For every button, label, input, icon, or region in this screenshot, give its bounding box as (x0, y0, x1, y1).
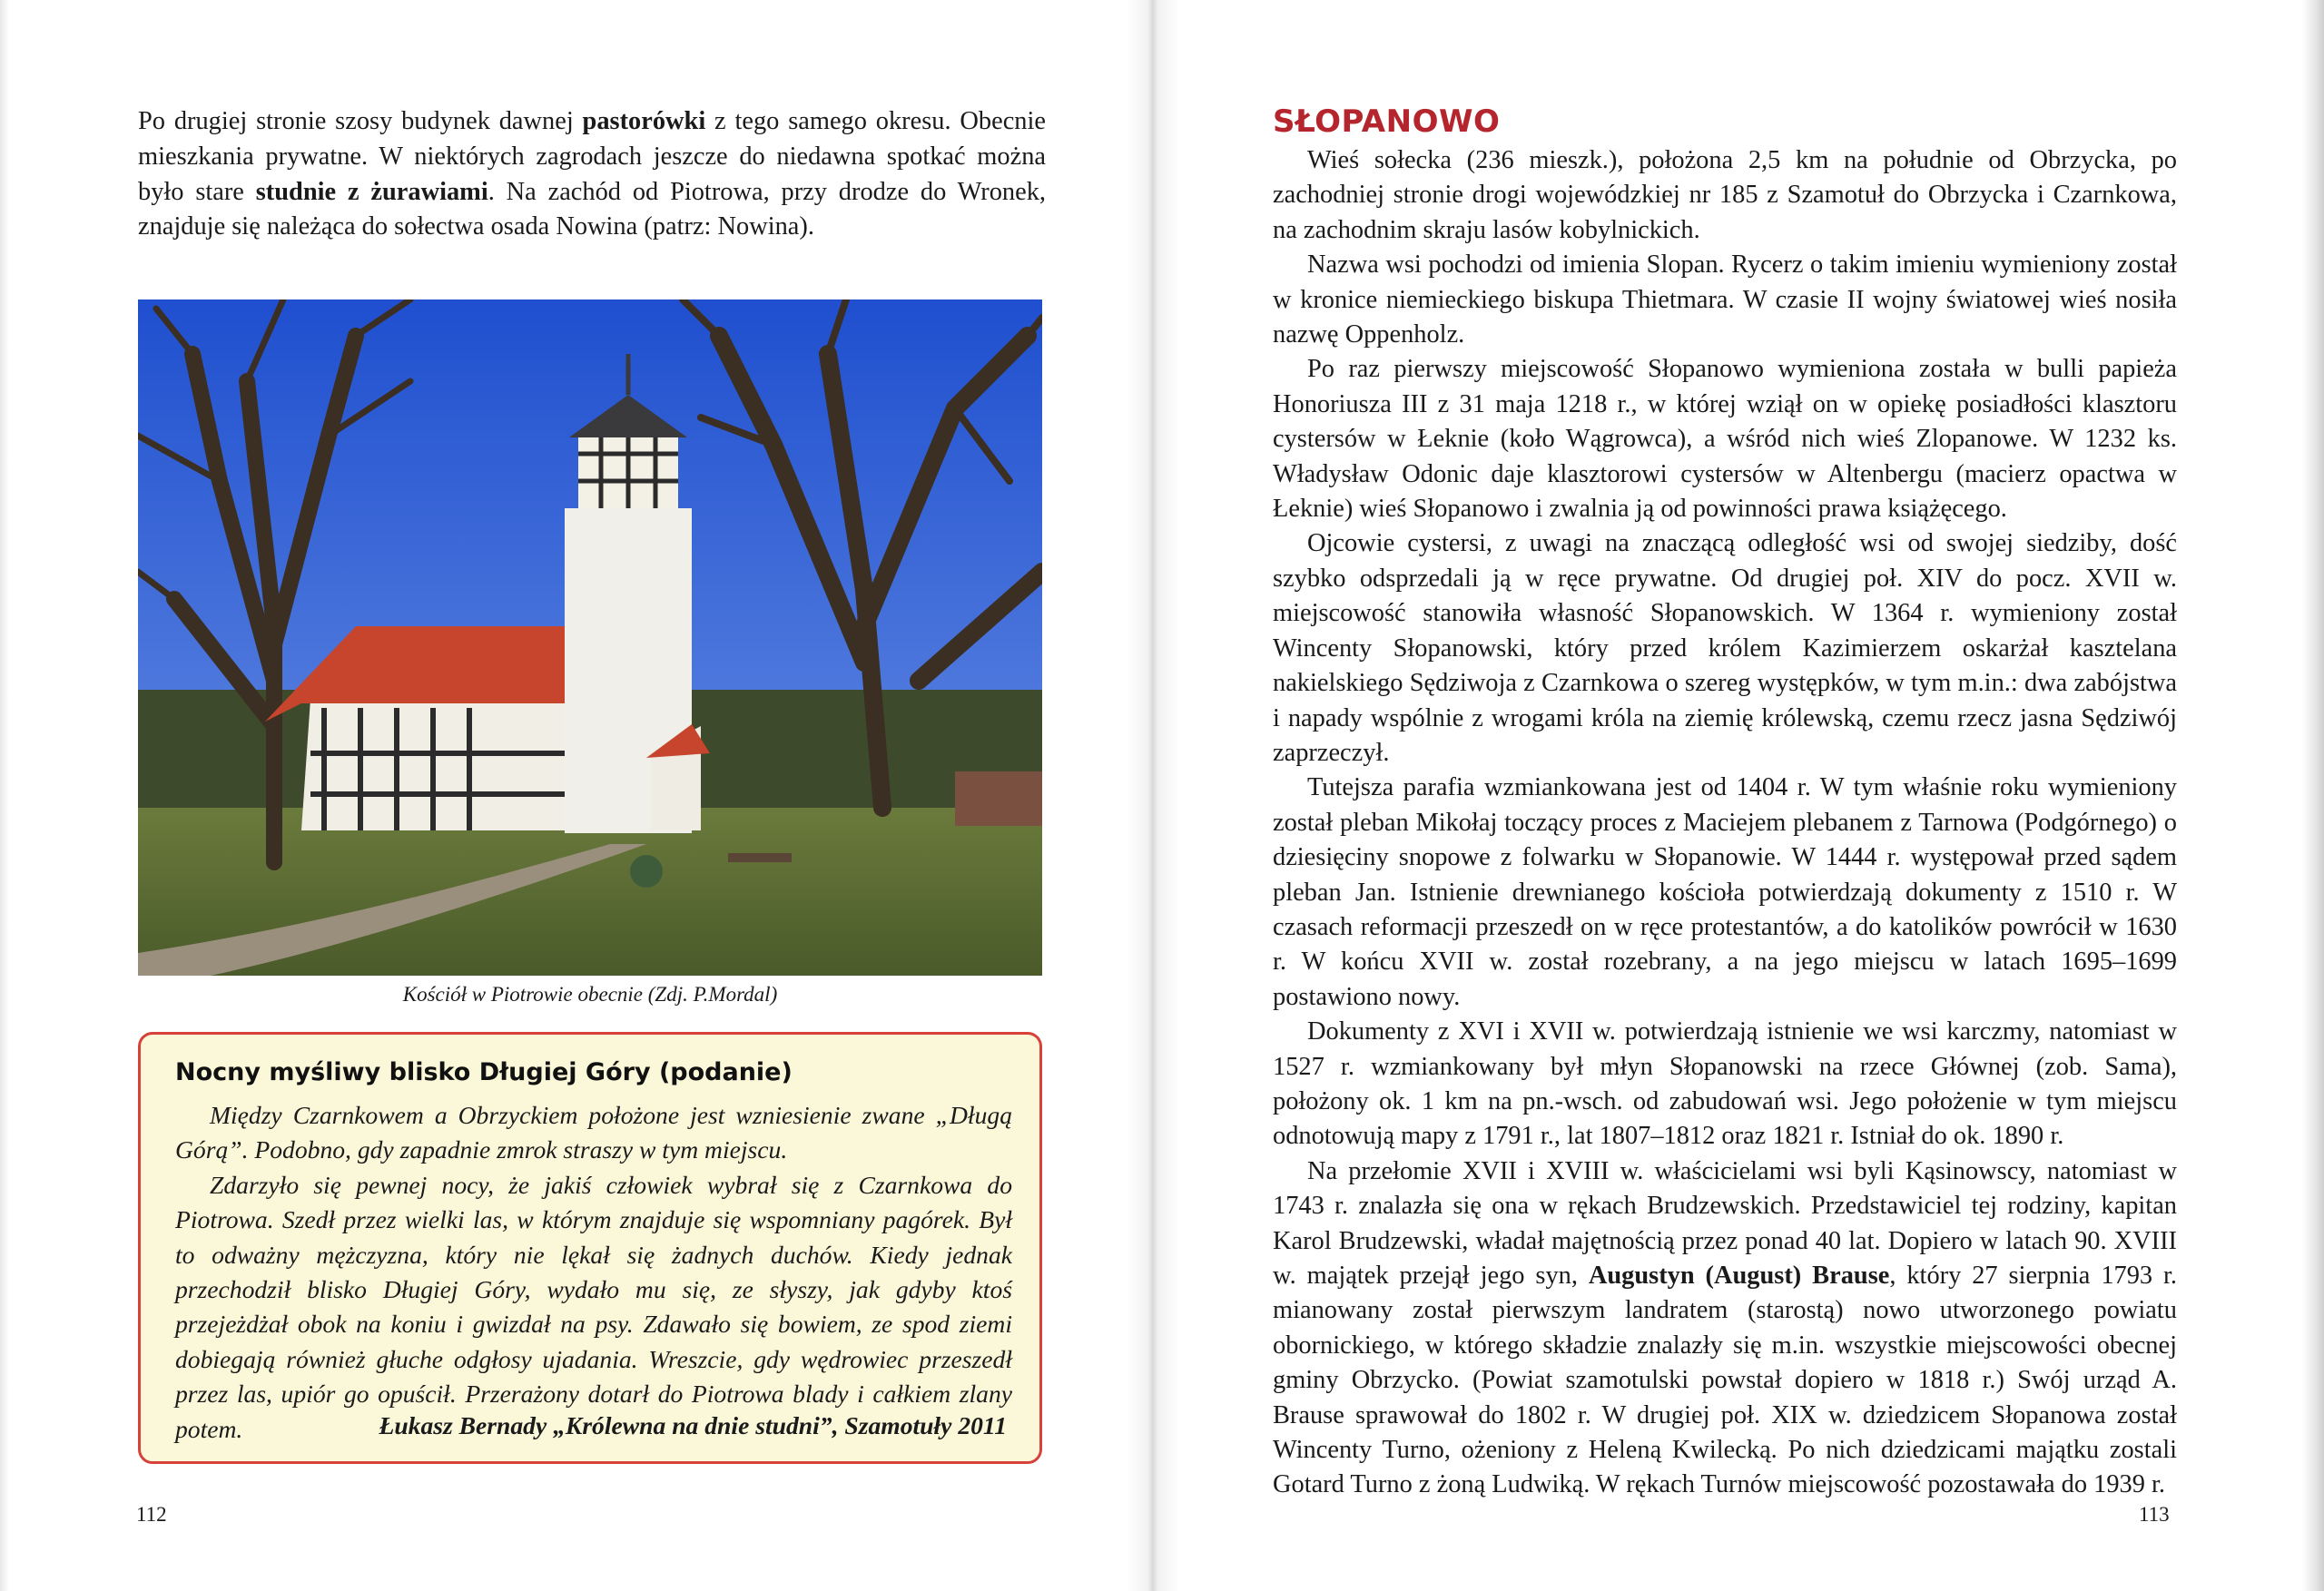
text-run: Tutejsza parafia wzmiankowana jest od 1404 r. W tym właśnie roku wymieniony został pleban Mikołaj toczący proces z Maciejem plebanem z Tarnowa (Podgórnego) o dziesięciny snopowe z folwarku w Słopanowie. W 1444 r. występował przed sądem pleban Jan. Istnienie drewnianego kościoła potwierdzają dokumenty z 1510 r. W czasach reformacji przeszedł on w ręce protestantów, a do katolików powrócił w 1630 r. W końcu XVII w. został rozebrany, a na jego miejscu w latach 1695–1699 postawiono nowy. (1273, 773, 2177, 1011)
legend-title: Nocny myśliwy blisko Długiej Góry (podanie) (175, 1058, 793, 1086)
text-run: Wieś sołecka (236 mieszk.), położona 2,5 km na południe od Obrzycka, po zachodniej stronie drogi wojewódzkiej nr 185 z Szamotuł do Obrzycka i Czarnkowa, na zachodnim skraju lasów kobylnickich. (1273, 146, 2177, 244)
body-paragraph (1273, 248, 2177, 352)
book-gutter (1126, 0, 1180, 1591)
body-paragraph (1273, 352, 2177, 526)
legend-box (138, 1032, 1042, 1464)
right-page-edge (2302, 0, 2324, 1591)
legend-paragraph: Między Czarnkowem a Obrzyckiem położone jest wzniesienie zwane „Długą Górą”. Podobno, gdy zapadnie zmrok straszy w tym miejscu. (175, 1101, 1012, 1164)
left-page-edge (0, 0, 9, 1591)
text-run: Po raz pierwszy miejscowość Słopanowo wymieniona została w bulli papieża Honoriusza III z 31 maja 1218 r., w której wziął on w opiekę posiadłości klasztoru cystersów w Łeknie (koło Wągrowca), a wśród nich wieś Zlopanowe. W 1232 ks. Władysław Odonic daje klasztorowi cystersów w Altenbergu (macierz opactwa w Łeknie) wieś Słopanowo i zwalnia ją od powinności prawa książęcego. (1273, 355, 2177, 524)
text-run: Dokumenty z XVI i XVII w. potwierdzają istnienie we wsi karczmy, natomiast w 1527 r. wzmiankowany był młyn Słopanowski na rzece Głównej (zob. Sama), położony ok. 1 km na pn.-wsch. od zabudowań wsi. Jego położenie w tym miejscu odnotowują mapy z 1791 r., lat 1807–1812 oraz 1821 r. Istniał do ok. 1890 r. (1273, 1017, 2177, 1151)
photo-caption: Kościół w Piotrowie obecnie (Zdj. P.Mordal) (402, 983, 778, 1006)
legend-source: Łukasz Bernady „Królewna na dnie studni”, Szamotuły 2011 (379, 1411, 1007, 1439)
legend-paragraph: Zdarzyło się pewnej nocy, że jakiś człowiek wybrał się z Czarnkowa do Piotrowa. Szedł przez wielki las, w którym znajduje się wspomniany pagórek. Był to odważny mężczyzna, który nie lękał się żadnych duchów. Kiedy jednak przechodził blisko Długiej Góry, wydało mu się, ze słyszy, jak gdyby ktoś przejeżdżał obok na koniu i gwizdał na psy. Zdawało się bowiem, ze spod ziemi dobiegają również głuche odgłosy ujadania. Wreszcie, gdy wędrowiec przeszedł przez las, upiór go opuścił. Przerażony dotarł do Piotrowa blady i całkiem zlany potem. (175, 1170, 1012, 1443)
church-photo (138, 300, 1042, 976)
text-run: , który 27 sierpnia 1793 r. mianowany został pierwszym landratem (starostą) nowo utworzonego powiatu obornickiego, w którego składzie znalazły się m.in. wszystkie miejscowości obecnej gminy Obrzycko. (Powiat szamotulski powstał dopiero w 1818 r.) Swój urząd A. Brause sprawował do 1802 r. W drugiej poł. XIX w. dziedzicem Słopanowa został Wincenty Turno, ożeniony z Heleną Kwilecką. Po nich dziedzicami majątku zostali Gotard Turno z żoną Ludwiką. W rękach Turnów miejscowość pozostawała do 1939 r. (1273, 1262, 2178, 1499)
bold-term: pastorówki (582, 107, 706, 135)
body-paragraph (1273, 526, 2177, 771)
intro-paragraph (138, 104, 1046, 245)
text-run: Po drugiej stronie szosy budynek dawnej (138, 107, 583, 135)
text-run: . Na zachód od Piotrowa, przy drodze do Wronek, znajduje się należąca do sołectwa osada Nowina (patrz: Nowina). (138, 177, 1047, 241)
page-number-right: 113 (2139, 1503, 2170, 1526)
text-run: Ojcowie cystersi, z uwagi na znaczącą odległość wsi od swojej siedziby, dość szybko odsprzedali ją w ręce prywatne. Od drugiej poł. XIV do pocz. XVII w. miejscowość stanowiła własność Słopanowskich. W 1364 r. wymieniony został Wincenty Słopanowski, który przed królem Kazimierzem oskarżał kasztelana nakielskiego Sędziwoja z Czarnkowa o szereg występków, w tym m.in.: dwa zabójstwa i napady wspólnie z wrogami króla na ziemię królewską, czemu rzecz jasna Sędziwój zaprzeczył. (1273, 529, 2177, 767)
page-number-left: 112 (136, 1503, 167, 1526)
text-run: Na przełomie XVII i XVIII w. właścicielami wsi byli Kąsinowscy, natomiast w 1743 r. znalazła się ona w rękach Brudzewskich. Przedstawiciel tej rodziny, kapitan Karol Brudzewski, władał majętnością przez ponad 40 lat. Dopiero w latach 90. XVIII w. majątek przejął jego syn, (1273, 1156, 2177, 1290)
right-body-text (1273, 143, 2177, 1503)
bold-term: studnie z żurawiami (255, 177, 488, 206)
text-run: Nazwa wsi pochodzi od imienia Slopan. Rycerz o takim imieniu wymieniony został w kronice niemieckiego biskupa Thietmara. W czasie II wojny światowej wieś nosiła nazwę Oppenholz. (1273, 250, 2177, 349)
left-page (0, 0, 1153, 1591)
bold-term: Augustyn (August) Brause (1588, 1262, 1890, 1290)
body-paragraph (1273, 143, 2177, 248)
body-paragraph (1273, 771, 2177, 1015)
text-run: z tego samego okresu. Obecnie mieszkania prywatne. W niektórych zagrodach jeszcze do niedawna spotkać można było stare (138, 107, 1046, 206)
body-paragraph (1273, 1015, 2177, 1154)
legend-text (175, 1098, 1012, 1447)
section-heading: SŁOPANOWO (1273, 103, 1501, 140)
body-paragraph (1273, 1154, 2177, 1503)
